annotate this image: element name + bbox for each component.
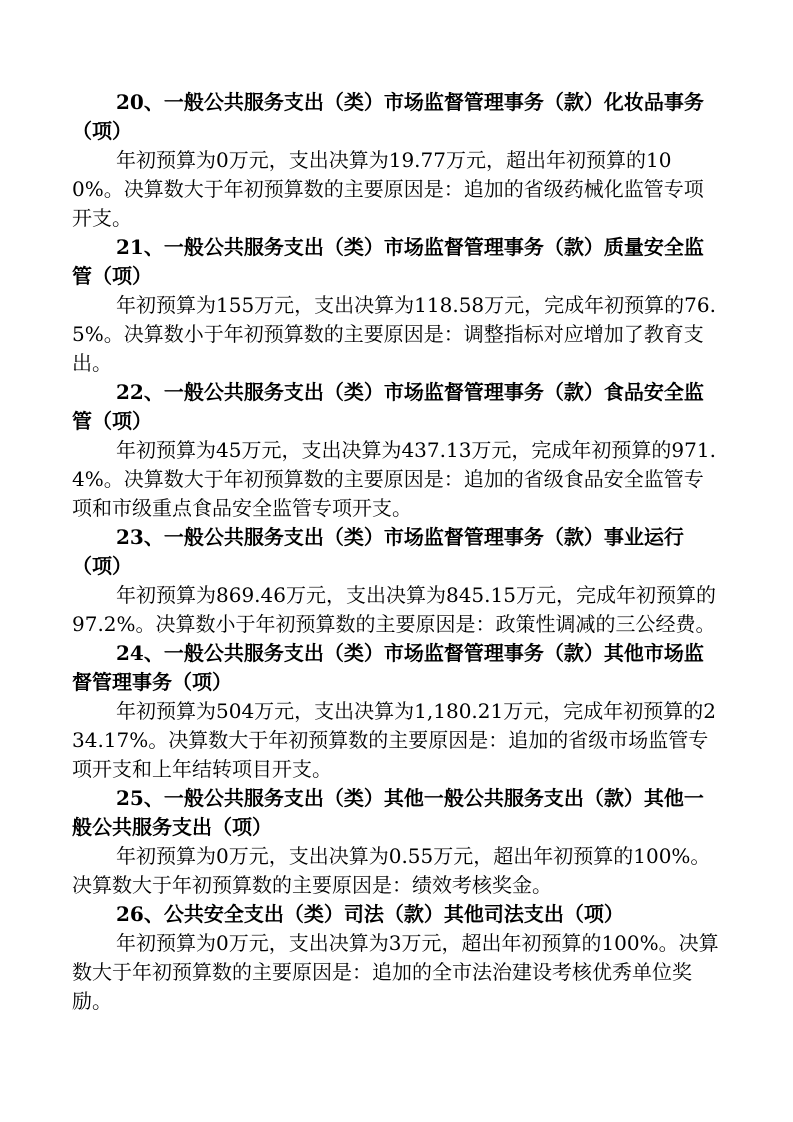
section-title-26: 26、公共安全支出（类）司法（款）其他司法支出（项） bbox=[116, 902, 624, 926]
section-body-21: 年初预算为155万元，支出决算为118.58万元，完成年初预算的76.5%。决算数小于年初预算数的主要原因是：调整指标对应增加了教育支出。 bbox=[72, 293, 716, 375]
document-page bbox=[72, 88, 722, 1016]
section-body-26: 年初预算为0万元，支出决算为3万元，超出年初预算的100%。决算数大于年初预算数的主要原因是：追加的全市法治建设考核优秀单位奖励。 bbox=[72, 931, 719, 1013]
section-title-20: 20、一般公共服务支出（类）市场监督管理事务（款）化妆品事务（项） bbox=[72, 90, 704, 143]
section-title-23: 23、一般公共服务支出（类）市场监督管理事务（款）事业运行（项） bbox=[72, 525, 684, 578]
section-title-22: 22、一般公共服务支出（类）市场监督管理事务（款）食品安全监管（项） bbox=[72, 380, 704, 433]
section-body-20: 年初预算为0万元，支出决算为19.77万元，超出年初预算的100%。决算数大于年初预算数的主要原因是：追加的省级药械化监管专项开支。 bbox=[72, 148, 704, 230]
section-title-21: 21、一般公共服务支出（类）市场监督管理事务（款）质量安全监管（项） bbox=[72, 235, 704, 288]
section-body-23: 年初预算为869.46万元，支出决算为845.15万元，完成年初预算的97.2%。决算数小于年初预算数的主要原因是：政策性调减的三公经费。 bbox=[72, 583, 716, 636]
section-title-25: 25、一般公共服务支出（类）其他一般公共服务支出（款）其他一般公共服务支出（项） bbox=[72, 786, 704, 839]
section-body-24: 年初预算为504万元，支出决算为1,180.21万元，完成年初预算的234.17%。决算数大于年初预算数的主要原因是：追加的省级市场监管专项开支和上年结转项目开支。 bbox=[72, 699, 716, 781]
section-body-25: 年初预算为0万元，支出决算为0.55万元，超出年初预算的100%。决算数大于年初预算数的主要原因是：绩效考核奖金。 bbox=[72, 844, 711, 897]
section-title-24: 24、一般公共服务支出（类）市场监督管理事务（款）其他市场监督管理事务（项） bbox=[72, 641, 704, 694]
section-body-22: 年初预算为45万元，支出决算为437.13万元，完成年初预算的971.4%。决算数大于年初预算数的主要原因是：追加的省级食品安全监管专项和市级重点食品安全监管专项开支。 bbox=[72, 438, 716, 520]
